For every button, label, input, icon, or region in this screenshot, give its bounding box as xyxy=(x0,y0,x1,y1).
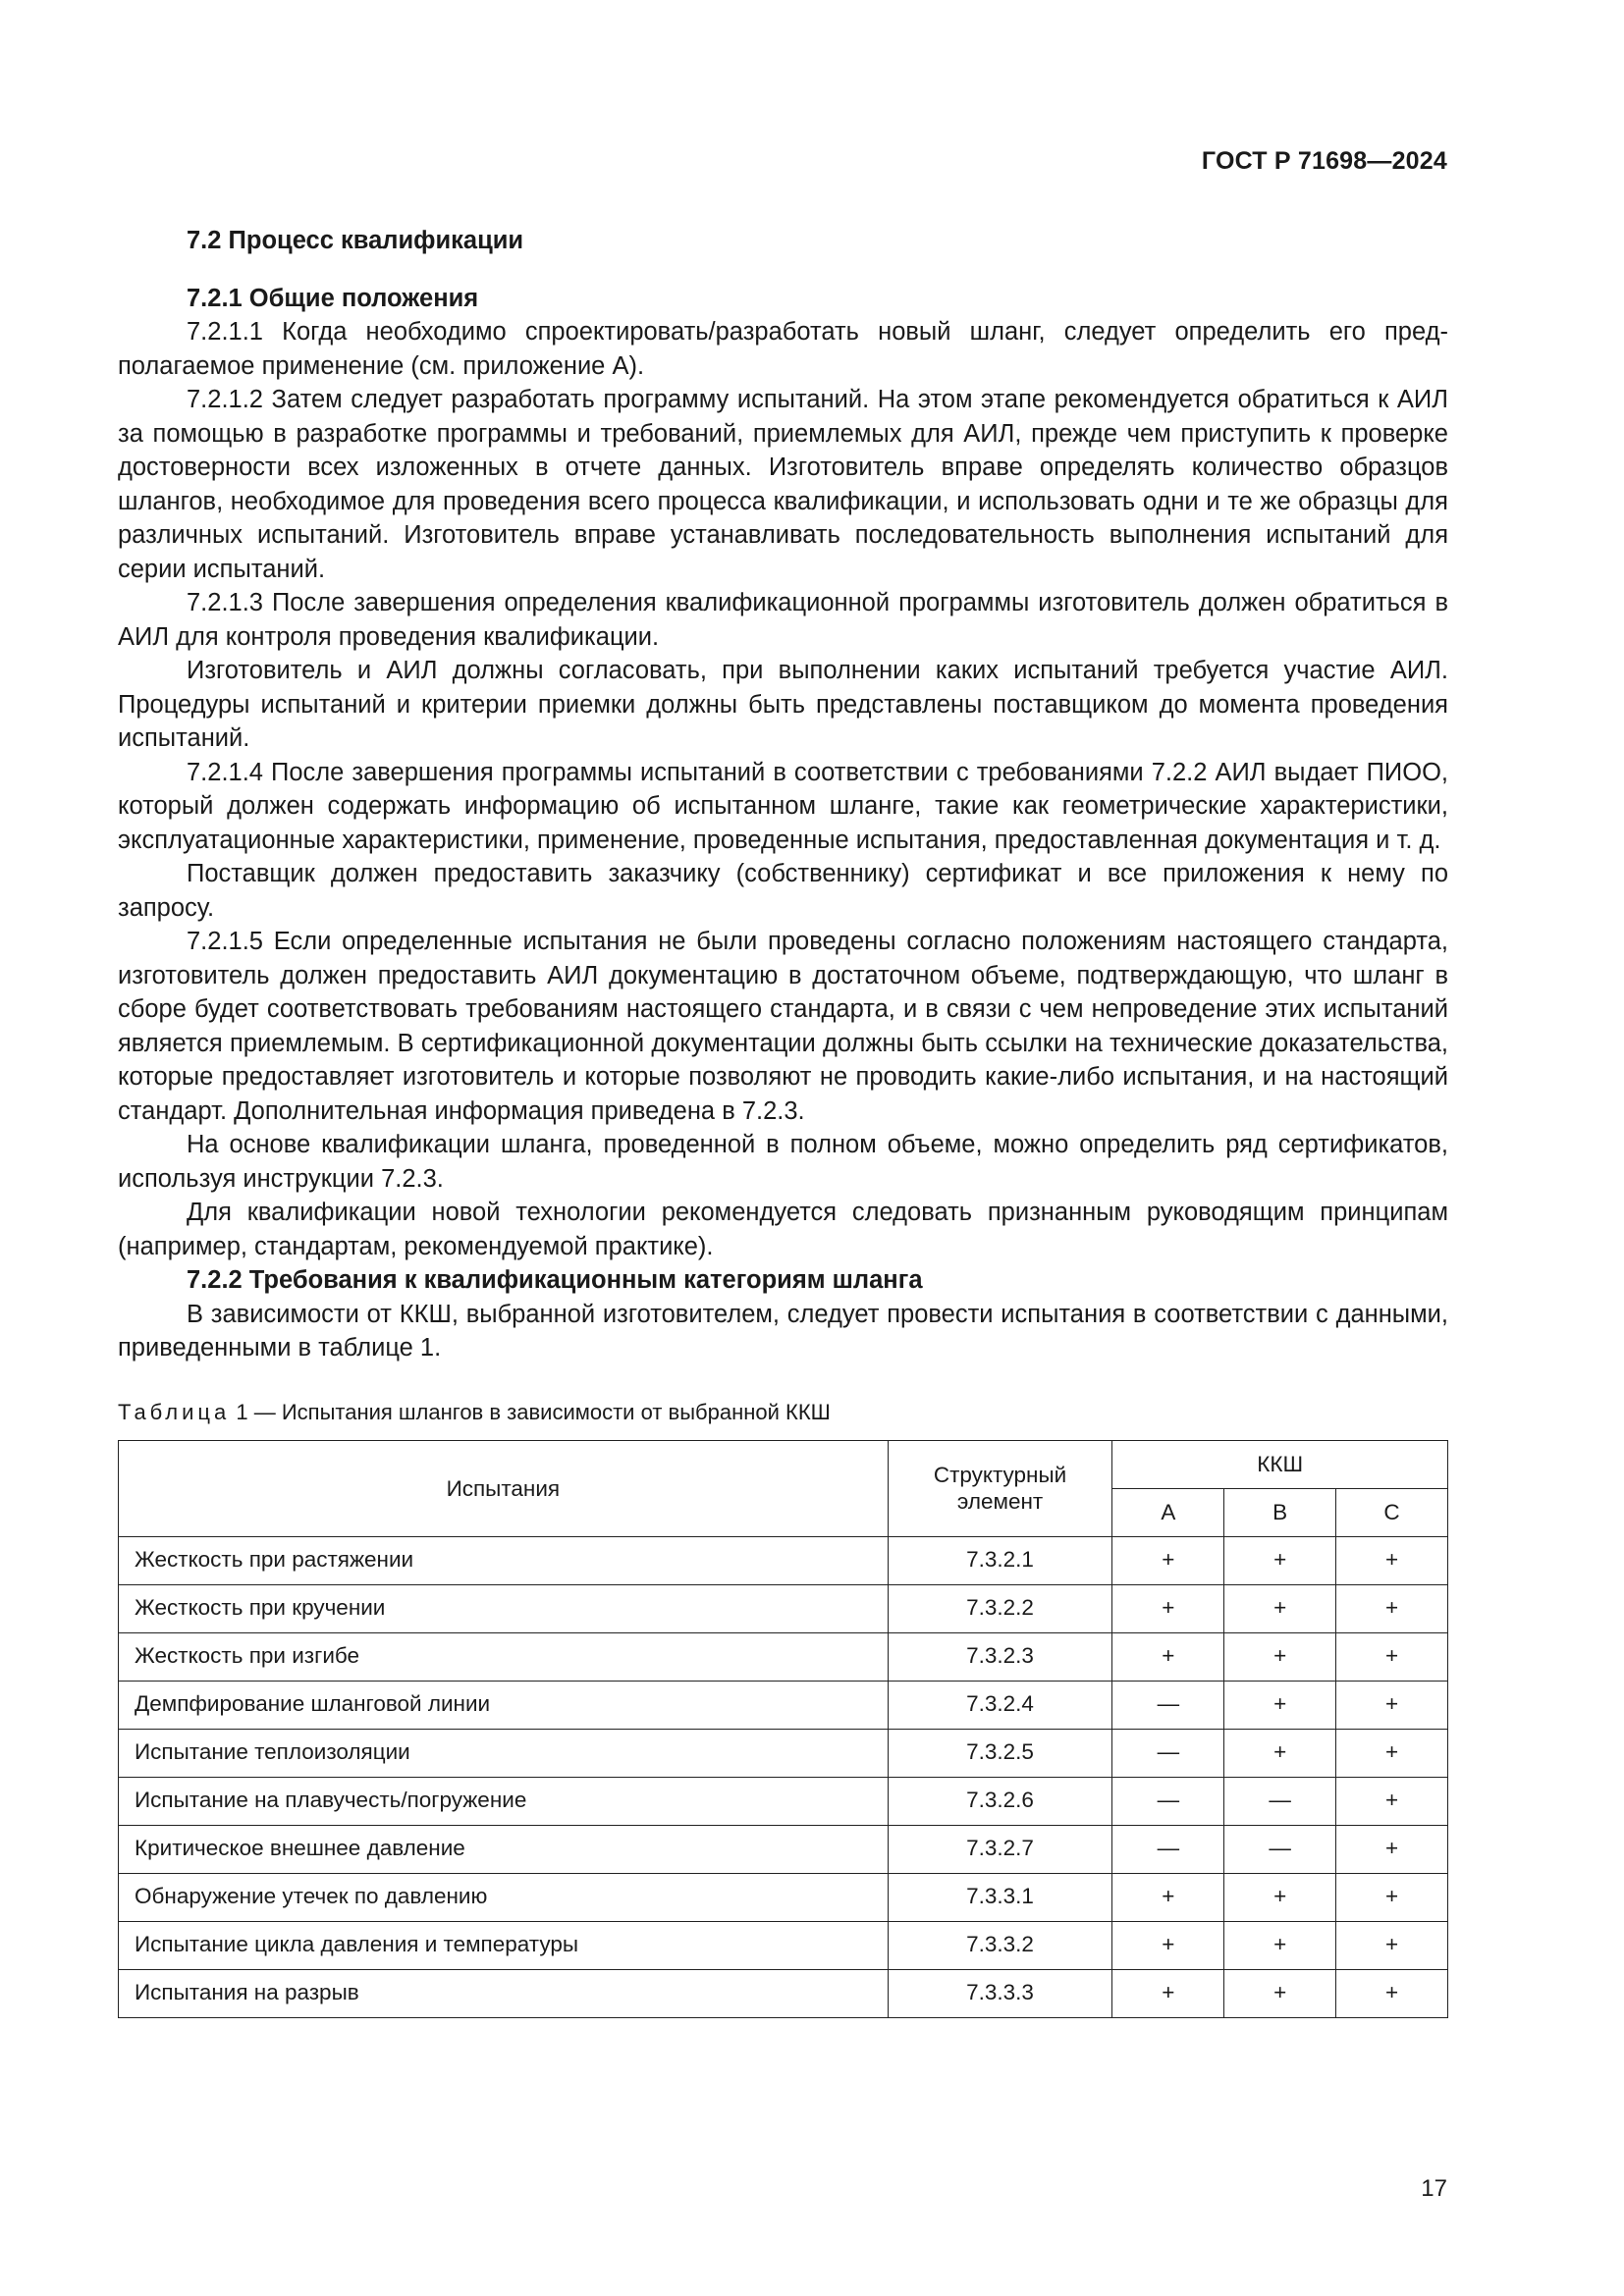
paragraph-7-2-1-3: 7.2.1.3 После завершения определения квалификационной программы изготовитель должен обратиться в АИЛ для контроля проведения квалификации. xyxy=(118,589,1448,651)
section-7-2-title: 7.2 Процесс квалификации xyxy=(187,227,524,254)
kksh-b-value: + xyxy=(1224,1584,1336,1632)
structural-element: 7.3.2.2 xyxy=(888,1584,1112,1632)
paragraph-7-2-1-5: 7.2.1.5 Если определенные испытания не были проведены согласно положениям настоящего стандарта, изготовитель должен предоставить АИЛ документацию в достаточном объеме, подтверждающую, что шланг в сборе будет соответствовать требованиям настоящего стандарта, и в связи с чем непроведение этих испытаний является приемлемым. В сертификационной документации должны быть ссылки на технические доказательства, которые предоставляет изготовитель и которые позволяют не проводить какие-либо испытания, и на настоящий стандарт. Дополнительная информация приведена в 7.2.3. xyxy=(118,928,1448,1125)
kksh-b-value: + xyxy=(1224,1873,1336,1921)
test-name: Демпфирование шланговой линии xyxy=(119,1681,889,1729)
header-tests: Испытания xyxy=(119,1440,889,1536)
paragraph-certificate: Поставщик должен предоставить заказчику (собственнику) сертификат и все приложения к нему по запросу. xyxy=(118,860,1448,922)
kksh-a-value: + xyxy=(1112,1584,1224,1632)
section-7-2-1-title: 7.2.1 Общие положения xyxy=(187,284,479,312)
kksh-c-value: + xyxy=(1336,1825,1448,1873)
page-number: 17 xyxy=(1421,2175,1447,2202)
kksh-a-value: — xyxy=(1112,1777,1224,1825)
kksh-a-value: — xyxy=(1112,1681,1224,1729)
paragraph-new-technology: Для квалификации новой технологии рекомендуется следовать признанным руководящим принципам (например, стандартам, рекомендуемой практике). xyxy=(118,1199,1448,1260)
table-row xyxy=(119,1681,1448,1729)
table-row xyxy=(119,1632,1448,1681)
table-caption-label: Таблица xyxy=(118,1399,231,1424)
structural-element: 7.3.2.7 xyxy=(888,1825,1112,1873)
structural-element: 7.3.2.3 xyxy=(888,1632,1112,1681)
structural-element: 7.3.2.6 xyxy=(888,1777,1112,1825)
table-row xyxy=(119,1969,1448,2017)
kksh-c-value: + xyxy=(1336,1584,1448,1632)
table-row xyxy=(119,1921,1448,1969)
kksh-b-value: — xyxy=(1224,1777,1336,1825)
header-kksh-c: С xyxy=(1336,1488,1448,1536)
structural-element: 7.3.2.4 xyxy=(888,1681,1112,1729)
kksh-b-value: + xyxy=(1224,1969,1336,2017)
page-content xyxy=(118,224,1448,2018)
kksh-c-value: + xyxy=(1336,1873,1448,1921)
test-name: Жесткость при кручении xyxy=(119,1584,889,1632)
paragraph-agreement: Изготовитель и АИЛ должны согласовать, при выполнении каких испытаний требуется участие АИЛ. Процедуры испытаний и критерии приемки должны быть представлены поставщиком до момента проведения испытаний. xyxy=(118,657,1448,752)
structural-element: 7.3.2.5 xyxy=(888,1729,1112,1777)
section-7-2-2-title: 7.2.2 Требования к квалификационным категориям шланга xyxy=(187,1266,923,1294)
kksh-c-value: + xyxy=(1336,1777,1448,1825)
test-name: Критическое внешнее давление xyxy=(119,1825,889,1873)
kksh-c-value: + xyxy=(1336,1729,1448,1777)
structural-element: 7.3.3.1 xyxy=(888,1873,1112,1921)
kksh-a-value: + xyxy=(1112,1873,1224,1921)
kksh-a-value: + xyxy=(1112,1632,1224,1681)
kksh-b-value: + xyxy=(1224,1729,1336,1777)
structural-element: 7.3.3.3 xyxy=(888,1969,1112,2017)
structural-element: 7.3.3.2 xyxy=(888,1921,1112,1969)
table-caption xyxy=(118,1399,1448,1426)
kksh-a-value: — xyxy=(1112,1825,1224,1873)
table-row xyxy=(119,1584,1448,1632)
header-structural-element: Структурный элемент xyxy=(888,1440,1112,1536)
test-name: Испытание цикла давления и температуры xyxy=(119,1921,889,1969)
table-row xyxy=(119,1825,1448,1873)
kksh-c-value: + xyxy=(1336,1681,1448,1729)
table-row xyxy=(119,1873,1448,1921)
table-caption-text: 1 — Испытания шлангов в зависимости от выбранной ККШ xyxy=(230,1399,831,1424)
kksh-c-value: + xyxy=(1336,1969,1448,2017)
test-name: Испытание теплоизоляции xyxy=(119,1729,889,1777)
paragraph-7-2-1-4: 7.2.1.4 После завершения программы испытаний в соответствии с требованиями 7.2.2 АИЛ выдает ПИОО, который должен содержать информацию об испытанном шланге, такие как геометрические характеристики, эксплуатационные характеристики, применение, проведенные испытания, предоставленная документация и т. д. xyxy=(118,758,1448,854)
document-code: ГОСТ Р 71698—2024 xyxy=(1201,147,1447,175)
test-name: Жесткость при изгибе xyxy=(119,1632,889,1681)
table-row xyxy=(119,1536,1448,1584)
paragraph-7-2-2: В зависимости от ККШ, выбранной изготовителем, следует провести испытания в соответствии с данными, приведенными в таблице 1. xyxy=(118,1300,1448,1362)
kksh-b-value: + xyxy=(1224,1681,1336,1729)
kksh-c-value: + xyxy=(1336,1921,1448,1969)
kksh-b-value: + xyxy=(1224,1632,1336,1681)
paragraph-7-2-1-2: 7.2.1.2 Затем следует разработать программу испытаний. На этом этапе рекомендуется обратиться к АИЛ за помощью в разработке программы и требований, приемлемых для АИЛ, прежде чем приступить к проверке достоверности всех изложенных в отчете данных. Изготовитель вправе определять количество образцов шлангов, необходимое для проведения всего процесса квалификации, и использовать одни и те же образцы для различных испытаний. Изготовитель вправе устанавливать последовательность выполнения испытаний для серии испытаний. xyxy=(118,386,1448,583)
test-name: Жесткость при растяжении xyxy=(119,1536,889,1584)
header-kksh: ККШ xyxy=(1112,1440,1448,1488)
table-row xyxy=(119,1777,1448,1825)
kksh-a-value: + xyxy=(1112,1969,1224,2017)
test-name: Обнаружение утечек по давлению xyxy=(119,1873,889,1921)
kksh-a-value: + xyxy=(1112,1536,1224,1584)
paragraph-7-2-1-1: 7.2.1.1 Когда необходимо спроектировать/разработать новый шланг, следует определить его предполагаемое применение (см. приложение А). xyxy=(118,318,1448,380)
header-kksh-b: В xyxy=(1224,1488,1336,1536)
table-row xyxy=(119,1729,1448,1777)
kksh-a-value: — xyxy=(1112,1729,1224,1777)
kksh-c-value: + xyxy=(1336,1632,1448,1681)
paragraph-full-qualification: На основе квалификации шланга, проведенной в полном объеме, можно определить ряд сертификатов, используя инструкции 7.2.3. xyxy=(118,1131,1448,1193)
kksh-a-value: + xyxy=(1112,1921,1224,1969)
structural-element: 7.3.2.1 xyxy=(888,1536,1112,1584)
header-kksh-a: А xyxy=(1112,1488,1224,1536)
tests-table xyxy=(118,1440,1448,2018)
kksh-b-value: — xyxy=(1224,1825,1336,1873)
kksh-b-value: + xyxy=(1224,1921,1336,1969)
test-name: Испытание на плавучесть/погружение xyxy=(119,1777,889,1825)
kksh-c-value: + xyxy=(1336,1536,1448,1584)
kksh-b-value: + xyxy=(1224,1536,1336,1584)
test-name: Испытания на разрыв xyxy=(119,1969,889,2017)
